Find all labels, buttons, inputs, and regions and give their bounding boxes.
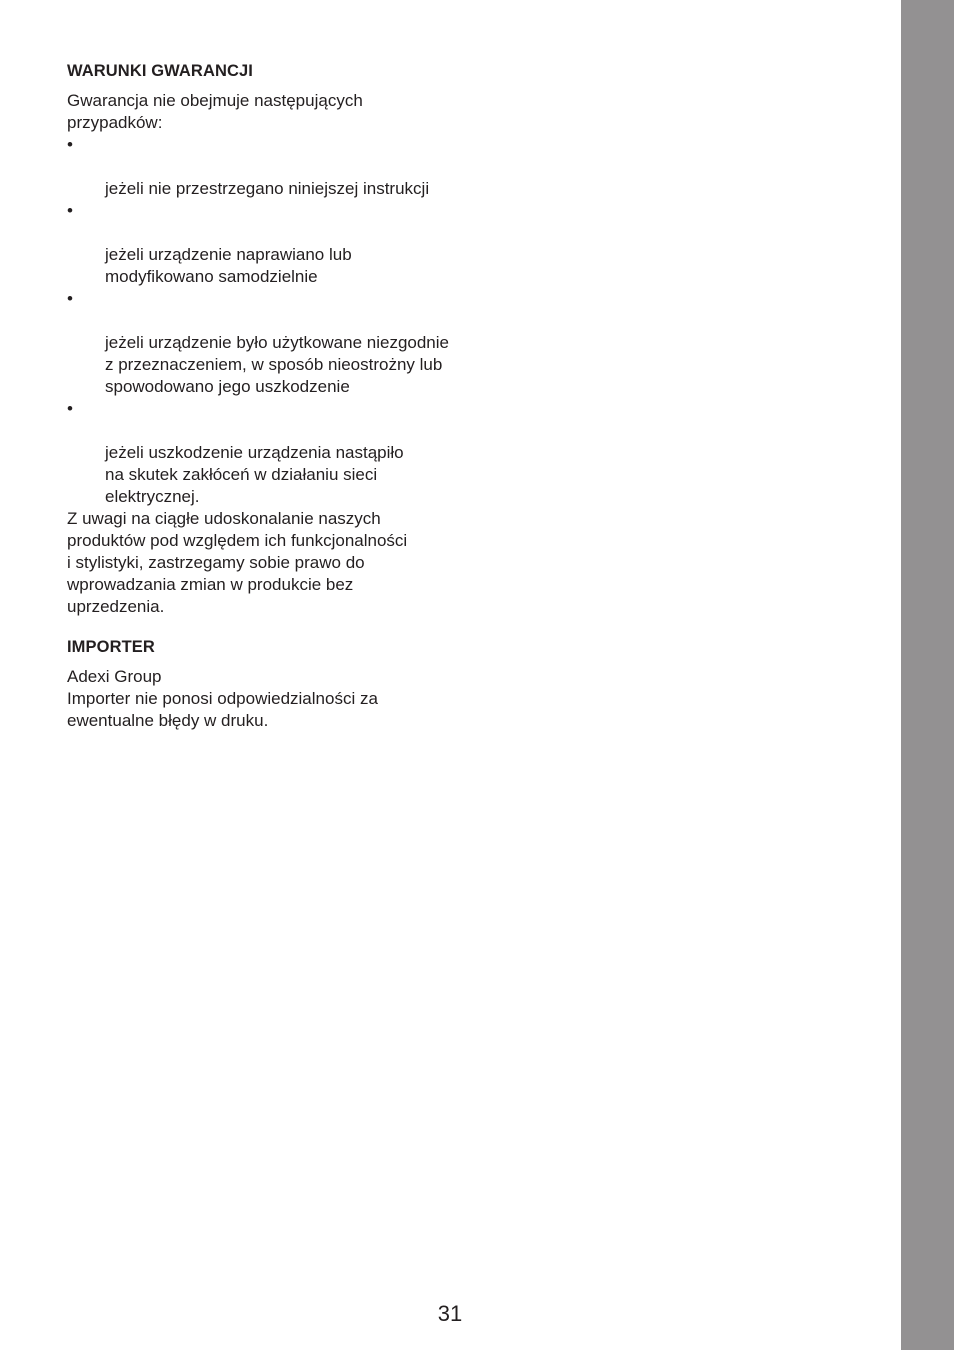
list-item <box>67 398 487 508</box>
warranty-closing: Z uwagi na ciągłe udoskonalanie naszych produktów pod względem ich funkcjonalności i stylistyki, zastrzegamy sobie prawo do wprowadzania zmian w produkcie bez uprzedzenia. <box>67 509 408 616</box>
list-item-text: jeżeli nie przestrzegano niniejszej instrukcji <box>105 179 430 198</box>
list-item-text: jeżeli uszkodzenie urządzenia nastąpiło na skutek zakłóceń w działaniu sieci elektrycznej. <box>105 443 404 506</box>
page-number: 31 <box>437 1301 463 1326</box>
bullet-icon: • <box>67 289 73 308</box>
warranty-heading: WARUNKI GWARANCJI <box>67 62 253 80</box>
bullet-icon: • <box>67 399 73 418</box>
list-item <box>67 134 487 200</box>
importer-heading: IMPORTER <box>67 638 155 656</box>
warranty-exclusions-list <box>67 134 487 508</box>
page-content <box>67 60 487 732</box>
list-item <box>67 288 487 398</box>
side-tab <box>901 0 954 1350</box>
bullet-icon: • <box>67 201 73 220</box>
list-item <box>67 200 487 288</box>
importer-disclaimer: Importer nie ponosi odpowiedzialności za ewentualne błędy w druku. <box>67 689 378 730</box>
list-item-text: jeżeli urządzenie naprawiano lub modyfikowano samodzielnie <box>105 245 352 286</box>
importer-name: Adexi Group <box>67 667 162 686</box>
list-item-text: jeżeli urządzenie było użytkowane niezgodnie z przeznaczeniem, w sposób nieostrożny lub spowodowano jego uszkodzenie <box>105 333 449 396</box>
bullet-icon: • <box>67 135 73 154</box>
warranty-intro: Gwarancja nie obejmuje następujących przypadków: <box>67 91 363 132</box>
